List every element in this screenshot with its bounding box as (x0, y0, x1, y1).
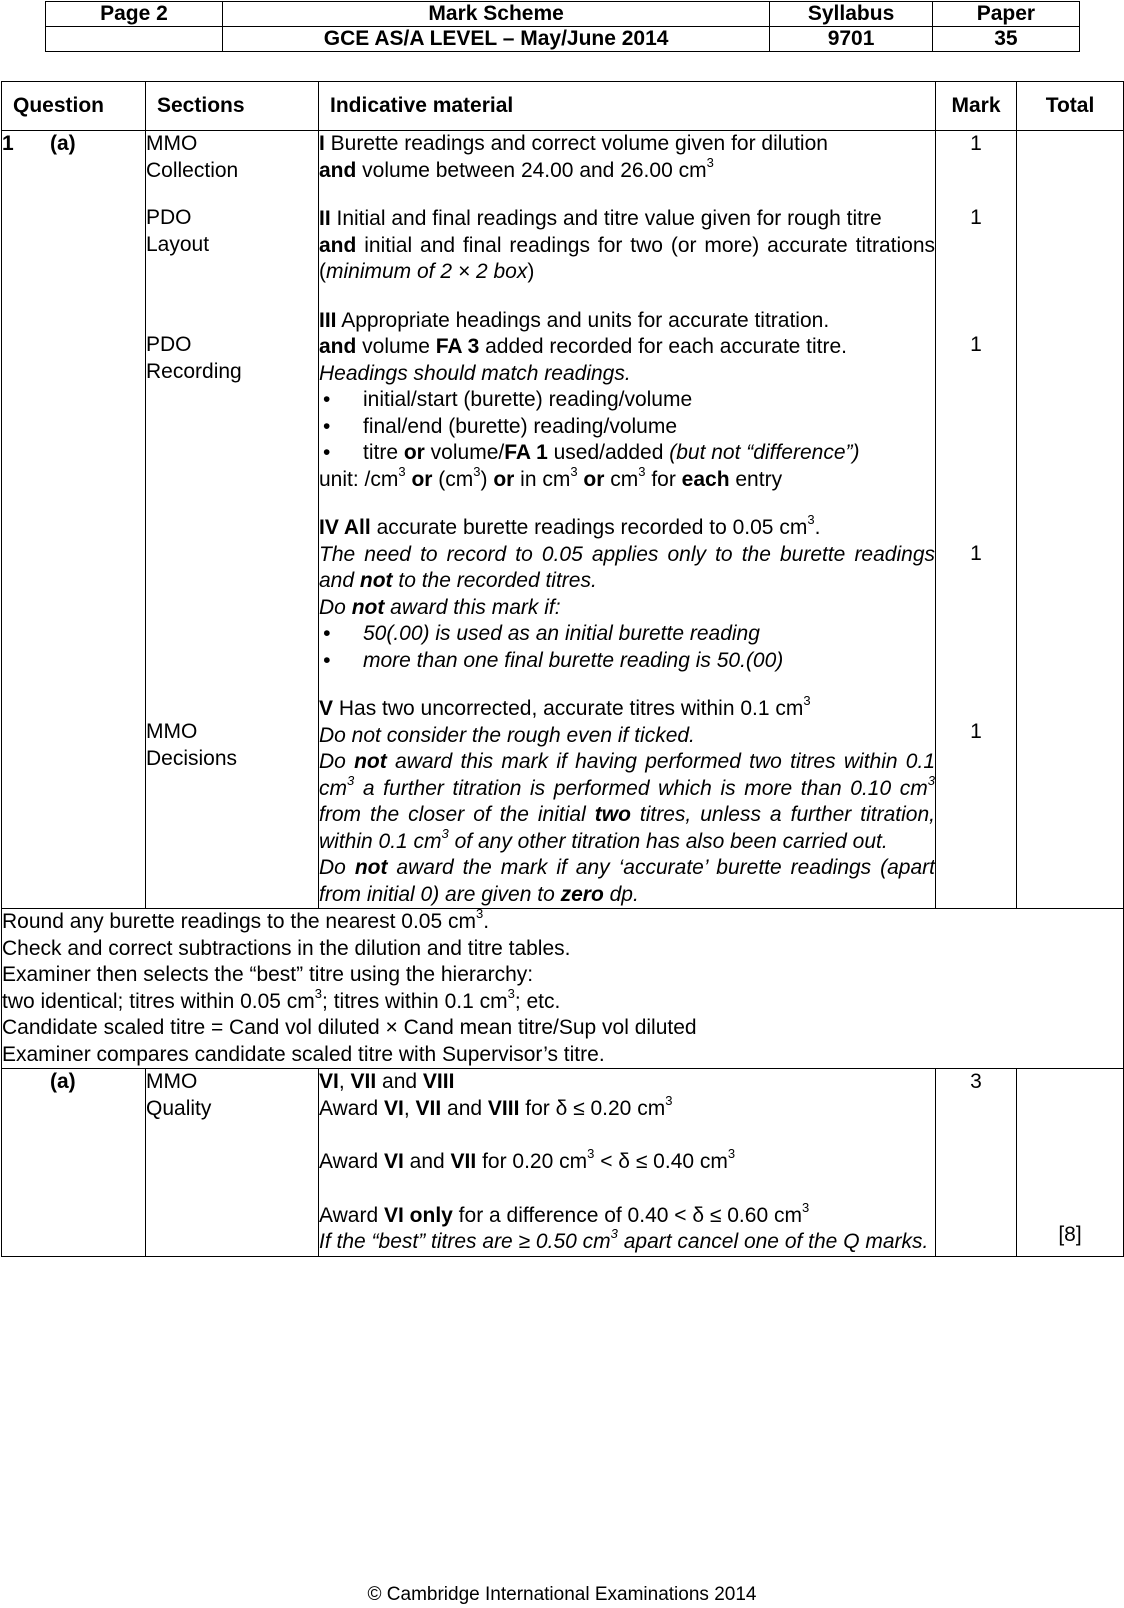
question-part: (a) (50, 1070, 76, 1093)
syllabus-label: Syllabus (770, 2, 933, 27)
criterion-iv: IV All accurate burette readings recorded to 0.05 $cm^3$. The need to record to 0.05 applies only to the burette readings and not to the recorded titres. Do not award this mark if: • 50(.00) is used as an initial burette reading • more than one final burette reading is 50.(00) (319, 515, 935, 674)
col-indicative: Indicative material (319, 82, 936, 131)
question-part: (a) (50, 132, 76, 155)
page-label: Page 2 (46, 2, 223, 27)
section-layout: PDO Layout (146, 206, 210, 256)
header-table (45, 1, 1080, 52)
section-decisions: MMO Decisions (146, 720, 238, 770)
examiner-notes-row (2, 909, 1124, 1069)
indicative-cell (319, 131, 936, 909)
question-cell-2 (2, 1069, 146, 1257)
col-mark: Mark (936, 82, 1017, 131)
syllabus-code: 9701 (770, 27, 933, 52)
mark-v: 1 (970, 720, 982, 743)
examiner-notes: Round any burette readings to the nearest 0.05 $cm^3$. Check and correct subtractions in the dilution and titre tables. Examiner then selects the “best” titre using the hierarchy: two identical; titres within 0.05 $cm^3$; titres within 0.1 $cm^3$; etc. Candidate scaled titre = Cand vol diluted × Cand mean titre/Sup vol diluted Examiner compares candidate scaled titre with Supervisor’s titre. (2, 909, 1124, 1069)
sections-cell (146, 131, 319, 909)
mark-ii: 1 (970, 206, 982, 229)
col-question: Question (2, 82, 146, 131)
question-number: 1 (2, 132, 14, 155)
question-total: [8] (1017, 1069, 1124, 1257)
column-headers (2, 82, 1124, 131)
header-blank (46, 27, 223, 52)
mark-i: 1 (970, 132, 982, 155)
question-1a-row (2, 131, 1124, 909)
col-total: Total (1017, 82, 1124, 131)
paper-number: 35 (932, 27, 1079, 52)
col-sections: Sections (146, 82, 319, 131)
mark-scheme-table (1, 81, 1124, 1257)
mark-iii: 1 (970, 333, 982, 356)
section-recording: PDO Recording (146, 333, 242, 383)
criterion-ii: II Initial and final readings and titre value given for rough titre and initial and final readings for two (or more) accurate titrations (minimum of 2 × 2 box) (319, 207, 935, 283)
question-1a-quality-row (2, 1069, 1124, 1257)
question-cell (2, 131, 146, 909)
criterion-i: I Burette readings and correct volume given for dilution and volume between 24.00 and 26.00 $cm^3$ (319, 132, 828, 182)
criterion-iii: III Appropriate headings and units for accurate titration. and volume FA 3 added recorded for each accurate titre. Headings should match readings. • initial/start (burette) reading/volume • final/end (burette) reading/volume • titre or volume/FA 1 used/added (but not “difference”) unit: $/cm^3$ or $(cm^3)$ or in $cm^3$ or $cm^3$ for each entry (319, 308, 935, 494)
quality-mark: 3 (936, 1069, 1017, 1257)
mark-iv: 1 (970, 542, 982, 565)
copyright-footer: © Cambridge International Examinations 2014 (367, 1584, 757, 1605)
exam-name: GCE AS/A LEVEL – May/June 2014 (222, 27, 769, 52)
section-collection: MMO Collection (146, 132, 239, 182)
total-cell-1 (1017, 131, 1124, 909)
criterion-v: V Has two uncorrected, accurate titres within 0.1 $cm^3$ Do not consider the rough even if ticked. Do not award this mark if having performed two titres within 0.1 $cm^3$ a further titration is performed which is more than 0.10 $cm^3$ from the closer of the initial two titres, unless a further titration, within 0.1 $cm^3$ of any other titration has also been carried out. Do not award the mark if any ‘accurate’ burette readings (apart from initial 0) are given to zero dp. (319, 693, 936, 906)
section-quality: MMO Quality (146, 1069, 319, 1257)
doc-title: Mark Scheme (222, 2, 769, 27)
paper-label: Paper (932, 2, 1079, 27)
marks-cell (936, 131, 1017, 909)
quality-criteria: VI, VII and VIII Award VI, VII and VIII for δ ≤ 0.20 $cm^3$ Award VI and VII for 0.20 $cm^3 < \delta \le 0.40$ $cm^3$ Award VI only for a difference of 0.40 < δ ≤ 0.60 $cm^3$ If the “best” titres are ≥ 0.50 $cm^3$ apart cancel one of the Q marks. (319, 1069, 936, 1257)
